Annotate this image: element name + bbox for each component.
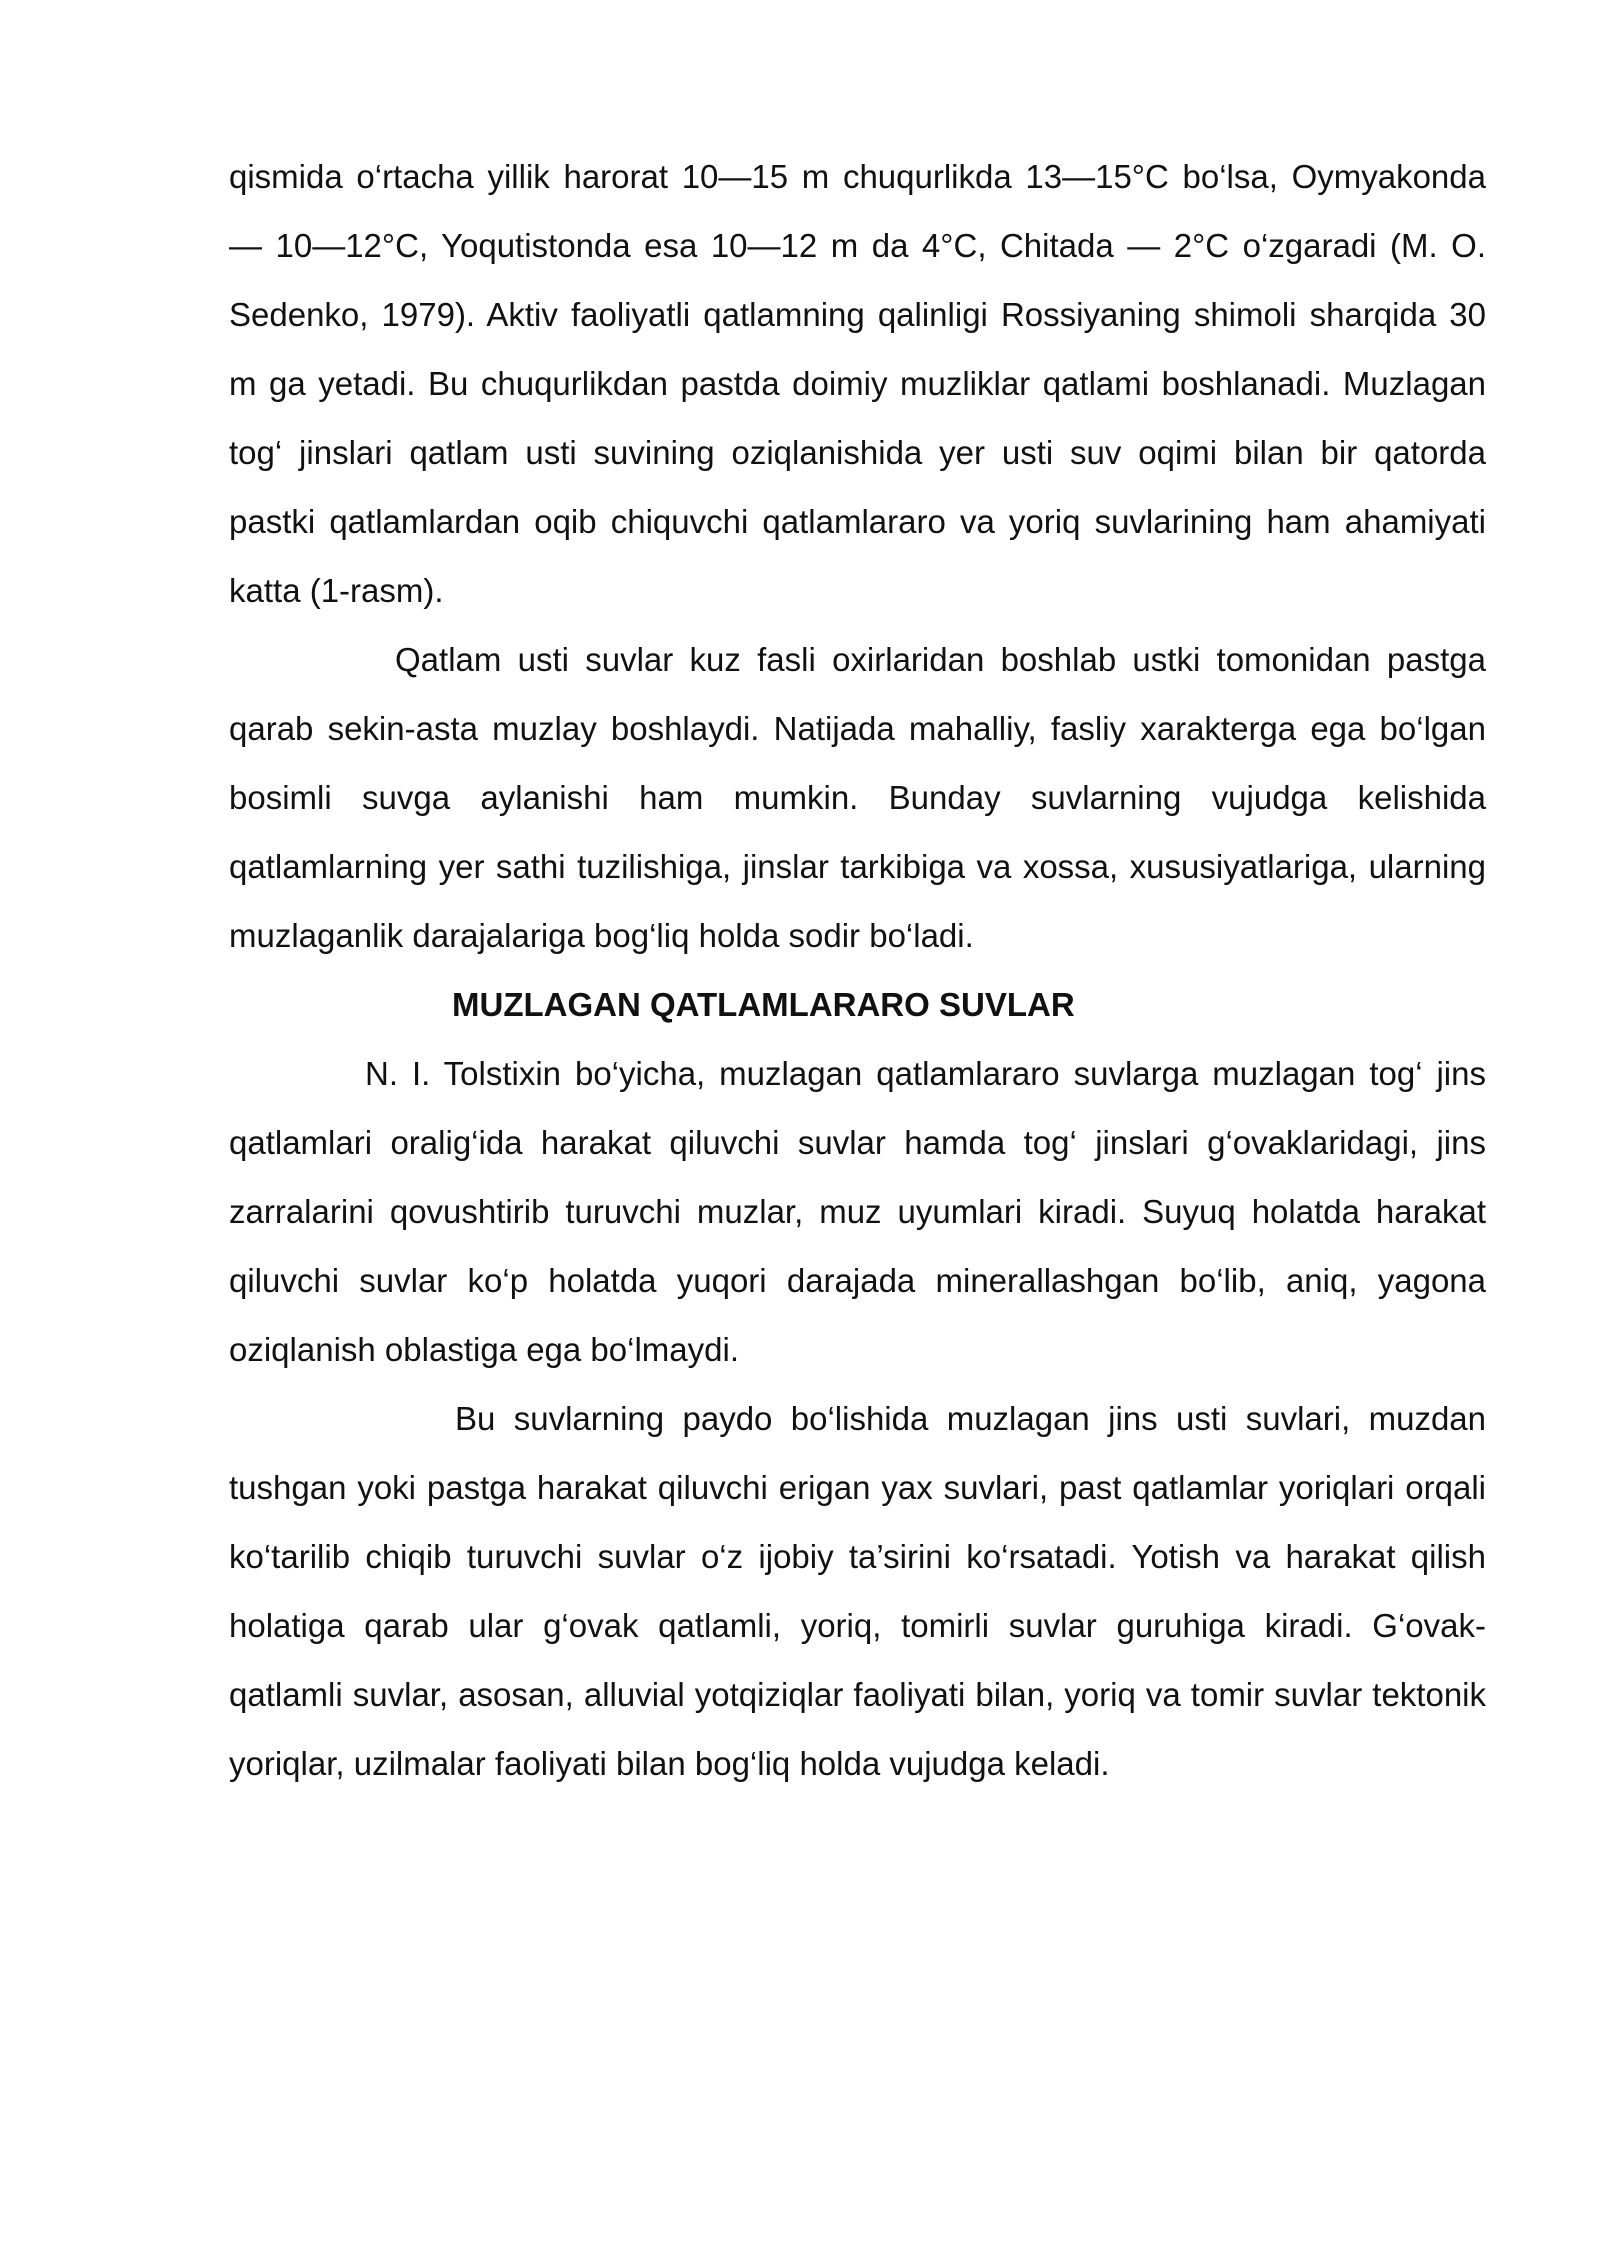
- paragraph-1: qismida o‘rtacha yillik harorat 10—15 m chuqurlikda 13—15°C bo‘lsa, Oymyakonda — 10—12°C, Yoqutistonda esa 10—12 m da 4°C, Chitada — 2°C o‘zgaradi (M. O. Sedenko, 1979). Aktiv faoliyatli qatlamning qalinligi Rossiyaning shimoli sharqida 30 m ga yetadi. Bu chuqurlikdan pastda doimiy muzliklar qatlami boshlanadi. Muzlagan tog‘ jinslari qatlam usti suvining oziqlanishida yer usti suv oqimi bilan bir qatorda pastki qatlamlardan oqib chiquvchi qatlamlararo va yoriq suvlarining ham ahamiyati katta (1-rasm).: [229, 158, 1486, 609]
- paragraph-3: N. I. Tolstixin bo‘yicha, muzlagan qatlamlararo suvlarga muzlagan tog‘ jins qatlamlari oralig‘ida harakat qiluvchi suvlar hamda tog‘ jinslari g‘ovaklaridagi, jins zarralarini qovushtirib turuvchi muzlar, muz uyumlari kiradi. Suyuq holatda harakat qiluvchi suvlar ko‘p holatda yuqori darajada minerallashgan bo‘lib, aniq, yagona oziqlanish oblastiga ega bo‘lmaydi.: [229, 1055, 1486, 1368]
- section-heading: MUZLAGAN QATLAMLARARO SUVLAR: [452, 986, 1075, 1023]
- paragraph-4: Bu suvlarning paydo bo‘lishida muzlagan jins usti suvlari, muzdan tushgan yoki pastga harakat qiluvchi erigan yax suvlari, past qatlamlar yoriqlari orqali ko‘tarilib chiqib turuvchi suvlar o‘z ijobiy ta’sirini ko‘rsatadi. Yotish va harakat qilish holatiga qarab ular g‘ovak qatlamli, yoriq, tomirli suvlar guruhiga kiradi. G‘ovak-qatlamli suvlar, asosan, alluvial yotqiziqlar faoliyati bilan, yoriq va tomir suvlar tektonik yoriqlar, uzilmalar faoliyati bilan bog‘liq holda vujudga keladi.: [229, 1400, 1486, 1782]
- paragraph-2: Qatlam usti suvlar kuz fasli oxirlaridan boshlab ustki tomonidan pastga qarab sekin-asta muzlay boshlaydi. Natijada mahalliy, fasliy xarakterga ega bo‘lgan bosimli suvga aylanishi ham mumkin. Bunday suvlarning vujudga kelishida qatlamlarning yer sathi tuzilishiga, jinslar tarkibiga va xossa, xususiyatlariga, ularning muzlaganlik darajalariga bog‘liq holda sodir bo‘ladi.: [229, 641, 1486, 954]
- document-body: [229, 142, 1486, 1798]
